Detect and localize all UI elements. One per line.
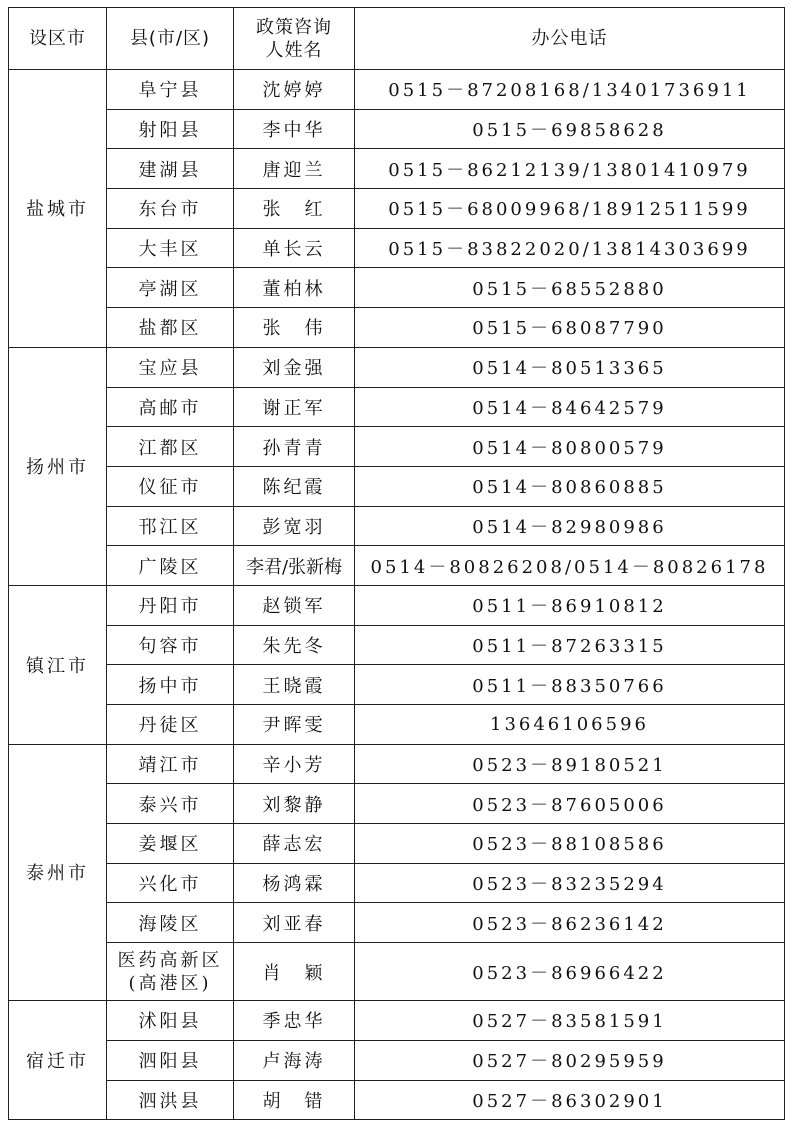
- contact-name-cell: 彭宽羽: [234, 506, 355, 546]
- header-phone: 办公电话: [355, 8, 785, 70]
- contact-name-cell: 陈纪霞: [234, 466, 355, 506]
- phone-cell: 13646106596: [355, 705, 785, 745]
- county-cell: 扬中市: [107, 665, 234, 705]
- phone-cell: 0527－80295959: [355, 1040, 785, 1080]
- phone-cell: 0514－80513365: [355, 347, 785, 387]
- county-cell: 大丰区: [107, 228, 234, 268]
- county-cell: 阜宁县: [107, 70, 234, 110]
- county-cell: [107, 943, 234, 1001]
- county-cell: 仪征市: [107, 466, 234, 506]
- table-row: [9, 149, 785, 189]
- contact-name-cell: 赵锁军: [234, 585, 355, 625]
- city-cell: 盐城市: [9, 70, 107, 348]
- phone-cell: 0511－87263315: [355, 625, 785, 665]
- table-row: [9, 347, 785, 387]
- contact-name-cell: 刘亚春: [234, 903, 355, 943]
- county-cell: 建湖县: [107, 149, 234, 189]
- county-cell: 宝应县: [107, 347, 234, 387]
- table-row: [9, 625, 785, 665]
- contact-table: [8, 7, 785, 1120]
- contact-name-cell: 杨鸿霖: [234, 863, 355, 903]
- table-row: [9, 427, 785, 467]
- phone-cell: 0514－80800579: [355, 427, 785, 467]
- county-line2: (高港区): [128, 972, 212, 994]
- contact-name-cell: 张 伟: [234, 308, 355, 348]
- contact-name-cell: 董柏林: [234, 268, 355, 308]
- header-county: 县(市/区): [107, 8, 234, 70]
- phone-cell: 0523－89180521: [355, 744, 785, 784]
- table-row: [9, 705, 785, 745]
- county-cell: 丹阳市: [107, 585, 234, 625]
- county-cell: 广陵区: [107, 546, 234, 586]
- table-row: [9, 903, 785, 943]
- contact-name-cell: 刘黎静: [234, 784, 355, 824]
- county-cell: 丹徒区: [107, 705, 234, 745]
- phone-cell: 0523－86966422: [355, 943, 785, 1001]
- phone-cell: 0515－68087790: [355, 308, 785, 348]
- phone-cell: 0523－86236142: [355, 903, 785, 943]
- county-cell: 邗江区: [107, 506, 234, 546]
- county-cell: 兴化市: [107, 863, 234, 903]
- contact-name-cell: 沈婷婷: [234, 70, 355, 110]
- header-contact-line1: 政策咨询: [256, 16, 332, 38]
- city-cell: 泰州市: [9, 744, 107, 1000]
- phone-cell: 0515－69858628: [355, 109, 785, 149]
- phone-cell: 0515－83822020/13814303699: [355, 228, 785, 268]
- table-row: [9, 784, 785, 824]
- county-cell: 高邮市: [107, 387, 234, 427]
- table-row: [9, 744, 785, 784]
- county-cell: 泗阳县: [107, 1040, 234, 1080]
- city-cell: 宿迁市: [9, 1001, 107, 1120]
- county-cell: 泰兴市: [107, 784, 234, 824]
- contact-name-cell: 胡 错: [234, 1080, 355, 1120]
- county-cell: 姜堰区: [107, 824, 234, 864]
- contact-name-cell: 唐迎兰: [234, 149, 355, 189]
- county-cell: 东台市: [107, 189, 234, 229]
- contact-name-cell: 薛志宏: [234, 824, 355, 864]
- table-row: [9, 1001, 785, 1041]
- contact-name-cell: 季忠华: [234, 1001, 355, 1041]
- phone-cell: 0515－68552880: [355, 268, 785, 308]
- phone-cell: 0527－86302901: [355, 1080, 785, 1120]
- contact-name-cell: 尹晖雯: [234, 705, 355, 745]
- table-row: [9, 665, 785, 705]
- contact-name-cell: 张 红: [234, 189, 355, 229]
- phone-cell: 0514－80860885: [355, 466, 785, 506]
- table-row: [9, 387, 785, 427]
- phone-cell: 0527－83581591: [355, 1001, 785, 1041]
- table-row: [9, 546, 785, 586]
- table-row: [9, 268, 785, 308]
- city-cell: 扬州市: [9, 347, 107, 585]
- county-cell: 泗洪县: [107, 1080, 234, 1120]
- table-row: [9, 824, 785, 864]
- table-row: [9, 506, 785, 546]
- contact-name-cell: 朱先冬: [234, 625, 355, 665]
- phone-cell: 0523－88108586: [355, 824, 785, 864]
- table-row: [9, 228, 785, 268]
- phone-cell: 0515－86212139/13801410979: [355, 149, 785, 189]
- county-cell: 沭阳县: [107, 1001, 234, 1041]
- contact-name-cell: 谢正军: [234, 387, 355, 427]
- contact-name-cell: 孙青青: [234, 427, 355, 467]
- table-row: [9, 863, 785, 903]
- table-row: [9, 109, 785, 149]
- table-row: [9, 1080, 785, 1120]
- table-row: [9, 70, 785, 110]
- phone-cell: 0523－87605006: [355, 784, 785, 824]
- header-contact-line2: 人姓名: [265, 39, 323, 61]
- phone-cell: 0515－68009968/18912511599: [355, 189, 785, 229]
- table-header-row: [9, 8, 785, 70]
- phone-cell: 0511－88350766: [355, 665, 785, 705]
- phone-cell: 0515－87208168/13401736911: [355, 70, 785, 110]
- contact-name-cell: 肖 颖: [234, 943, 355, 1001]
- contact-name-cell: 卢海涛: [234, 1040, 355, 1080]
- county-cell: 江都区: [107, 427, 234, 467]
- county-cell: 盐都区: [107, 308, 234, 348]
- phone-cell: 0523－83235294: [355, 863, 785, 903]
- city-cell: 镇江市: [9, 585, 107, 744]
- county-line1: 医药高新区: [117, 949, 223, 971]
- contact-name-cell: 刘金强: [234, 347, 355, 387]
- header-contact-name: [234, 8, 355, 70]
- county-cell: 靖江市: [107, 744, 234, 784]
- phone-cell: 0514－80826208/0514－80826178: [355, 546, 785, 586]
- county-cell: 句容市: [107, 625, 234, 665]
- phone-cell: 0514－84642579: [355, 387, 785, 427]
- county-cell: 海陵区: [107, 903, 234, 943]
- table-body: [9, 70, 785, 1120]
- contact-name-cell: 李中华: [234, 109, 355, 149]
- county-cell: 亭湖区: [107, 268, 234, 308]
- contact-name-cell: 辛小芳: [234, 744, 355, 784]
- table-row: [9, 943, 785, 1001]
- table-row: [9, 466, 785, 506]
- phone-cell: 0511－86910812: [355, 585, 785, 625]
- table-row: [9, 308, 785, 348]
- contact-name-cell: 李君/张新梅: [234, 546, 355, 586]
- table-row: [9, 189, 785, 229]
- phone-cell: 0514－82980986: [355, 506, 785, 546]
- table-row: [9, 1040, 785, 1080]
- county-cell: 射阳县: [107, 109, 234, 149]
- contact-name-cell: 王晓霞: [234, 665, 355, 705]
- header-city: 设区市: [9, 8, 107, 70]
- table-row: [9, 585, 785, 625]
- contact-name-cell: 单长云: [234, 228, 355, 268]
